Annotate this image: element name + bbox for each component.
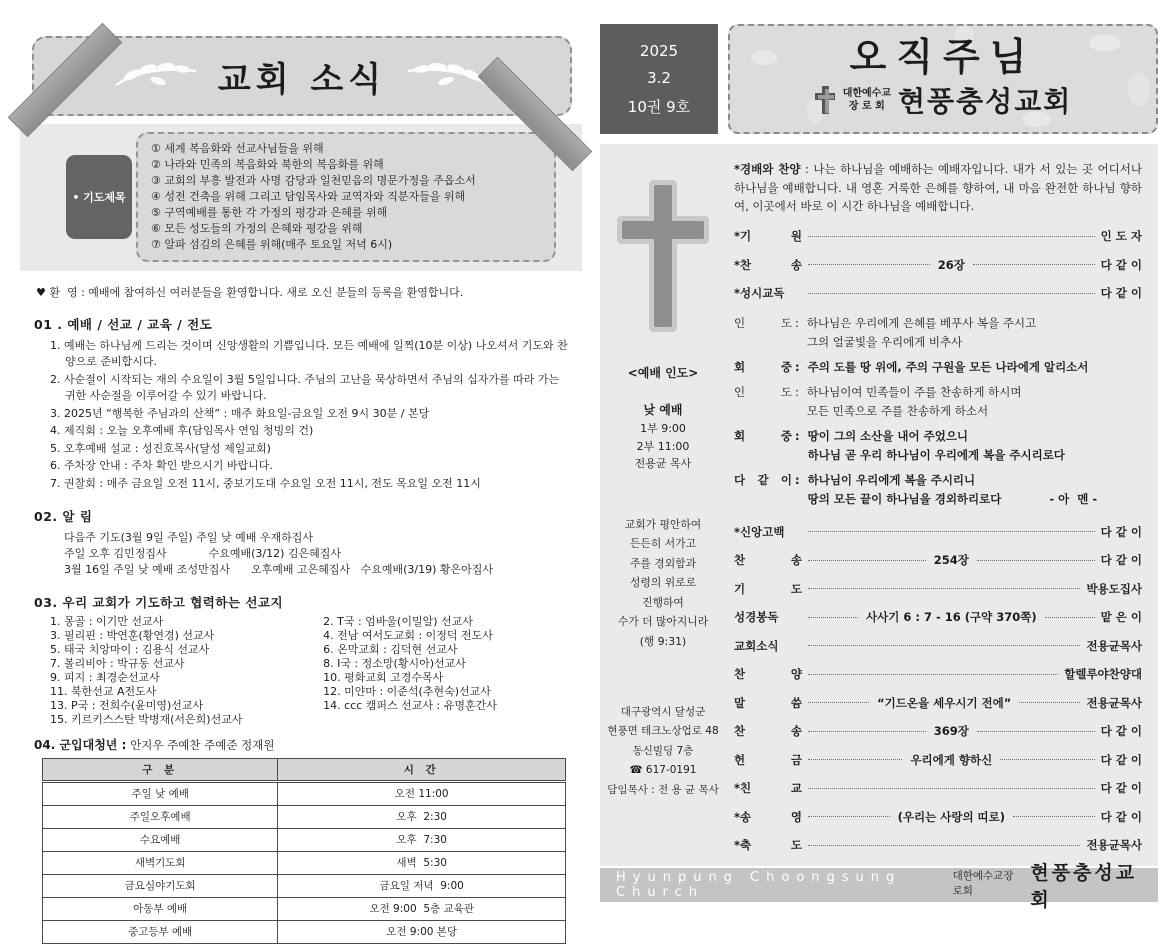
table-header-cell: 구 분	[43, 758, 278, 781]
dotted-leader	[808, 264, 930, 265]
dotted-leader	[808, 674, 1058, 675]
dotted-leader	[808, 788, 1095, 789]
prayer-item: ⑥ 모든 성도들의 가정의 은혜와 평강을 위해	[151, 221, 363, 235]
dotted-leader	[808, 236, 1095, 237]
order-item-label: 성경봉독	[734, 610, 779, 625]
section-title-worship: 01 . 예배 / 선교 / 교육 / 전도	[34, 316, 213, 332]
order-right-text: 인 도 자	[1100, 229, 1142, 244]
bulletin-left-page	[20, 10, 582, 939]
prayer-topics-label: • 기도제목	[66, 155, 132, 239]
order-right-text: 다 같 이	[1100, 286, 1142, 301]
dotted-leader	[808, 731, 926, 732]
mission-item: 7. 볼리비아 : 박규동 선교사	[50, 656, 185, 670]
reading-text: 하나님이여 민족들이 주를 찬송하게 하시며 모든 민족으로 주를 찬송하게 하소서	[806, 384, 1022, 419]
dotted-leader	[808, 617, 858, 618]
order-item-label: 말 씀	[734, 695, 802, 710]
order-center-text: 369장	[933, 724, 969, 739]
address-line: ☎ 617-0191	[629, 764, 697, 777]
order-item-label: 헌 금	[734, 752, 802, 767]
news-banner	[32, 36, 572, 116]
cross-icon	[617, 180, 709, 332]
order-item-label: *기 원	[734, 229, 802, 244]
address-line: 담임목사 : 전 용 균 목사	[607, 783, 719, 796]
table-cell: 중고등부 예배	[43, 920, 278, 943]
order-right-text: 할렐루야찬양대	[1064, 667, 1142, 682]
order-right-text: 전용균목사	[1086, 695, 1143, 710]
service-time-first: 1부 9:00	[640, 422, 686, 436]
dotted-leader	[808, 845, 1080, 846]
order-item-label: *송 영	[734, 809, 802, 824]
dotted-leader	[977, 560, 1095, 561]
order-center-text: (우리는 사랑의 띠로)	[897, 809, 1006, 824]
verse-line: 성령의 위로로	[629, 576, 696, 590]
church-address-block	[607, 703, 719, 800]
reading-text: 하나님은 우리에게 은혜를 베푸사 복을 주시고 그의 얼굴빛을 우리에게 비추사	[806, 315, 1037, 350]
prayer-item: ⑤ 구역예배를 통한 각 가정의 평강과 은혜를 위해	[151, 205, 388, 219]
table-cell: 새벽기도회	[43, 851, 278, 874]
masthead-row	[600, 24, 1158, 134]
church-identity-row	[814, 80, 1073, 120]
order-line	[734, 609, 1142, 625]
order-right-text: 다 같 이	[1100, 724, 1142, 739]
cross-icon	[814, 85, 836, 115]
order-line	[734, 752, 1142, 768]
masthead-title: 오직주님	[849, 34, 1037, 79]
order-line	[734, 723, 1142, 739]
service-name: 낮 예배	[643, 403, 683, 417]
responsive-reading	[734, 314, 1142, 510]
prayer-item: ② 나라와 민족의 복음화와 북한의 복음화를 위해	[151, 157, 384, 171]
church-name: 현풍충성교회	[898, 85, 1073, 119]
order-right-text: 맡 은 이	[1100, 610, 1143, 625]
dotted-leader	[1045, 617, 1095, 618]
mission-item: 9. 피지 : 최경순선교사	[50, 670, 160, 684]
verse-line: 주를 경외함과	[629, 556, 696, 570]
reading-speaker: 인 도	[734, 384, 792, 399]
reading-text: 주의 도를 땅 위에, 주의 구원을 모든 나라에게 알리소서	[807, 359, 1089, 374]
worship-intro-label: *경배와 찬양	[734, 162, 801, 176]
dotted-leader	[977, 731, 1095, 732]
order-line	[734, 809, 1142, 825]
order-right-text: 다 같 이	[1100, 524, 1142, 539]
issue-date: 3.2	[647, 68, 671, 87]
order-of-worship-part2	[734, 524, 1142, 854]
order-item-label: *신앙고백	[734, 524, 785, 539]
issue-year: 2025	[639, 41, 679, 60]
address-line: 동신빌딩 7층	[632, 744, 694, 757]
verse-line: 든든히 서가고	[629, 537, 696, 551]
announcement-list	[64, 530, 582, 578]
issue-box	[600, 24, 718, 134]
prayer-item: ③ 교회의 부흥 발전과 사명 감당과 일천믿음의 명문가정을 주옵소서	[151, 173, 476, 187]
order-right-text: 다 같 이	[1100, 752, 1142, 767]
table-cell: 아동부 예배	[43, 897, 278, 920]
reading-line	[734, 427, 1142, 466]
bulletin-right-page	[600, 10, 1158, 911]
enlisted-youth-line	[34, 736, 582, 753]
worship-leader-title: <예배 인도>	[627, 366, 699, 380]
table-row	[43, 828, 566, 851]
issue-volume: 10권 9호	[627, 97, 691, 116]
reading-speaker: 인 도	[734, 315, 792, 330]
dotted-leader	[808, 588, 1080, 589]
order-line	[734, 695, 1142, 711]
mission-item: 13. P국 : 전희수(윤미영)선교사	[50, 698, 204, 712]
verse-block	[618, 515, 708, 651]
page-title: 교회 소식	[217, 59, 387, 100]
dotted-leader	[973, 264, 1095, 265]
order-item-label: *성시교독	[734, 286, 785, 301]
mission-field-list	[50, 616, 576, 727]
mission-item: 14. ccc 캠퍼스 선교사 : 유명훈간사	[323, 698, 497, 712]
page-footer	[600, 861, 1158, 911]
worship-notice-list	[50, 338, 570, 493]
reading-colon: :	[795, 472, 800, 487]
section-title-enlisted: 04. 군입대청년 :	[34, 737, 127, 752]
table-row	[43, 874, 566, 897]
dotted-leader	[808, 816, 890, 817]
notice-item: 5. 오후예배 설교 : 성진호목사(달성 제일교회)	[50, 441, 271, 455]
mission-item: 3. 필리핀 : 박연훈(황연경) 선교사	[50, 628, 215, 642]
order-center-text: 26장	[937, 257, 965, 272]
order-center-text: 우리에게 향하신	[910, 752, 993, 767]
dotted-leader	[808, 560, 926, 561]
enlisted-names: 안지우 주예찬 주예준 정재원	[130, 737, 275, 752]
mission-item: 10. 평화교회 고경수목사	[323, 670, 444, 684]
prayer-topics-section	[20, 124, 582, 271]
order-right-text: 다 같 이	[1100, 257, 1142, 272]
notice-item: 4. 제직회 : 오늘 오후예배 후(담임목사 연임 청빙의 건)	[50, 424, 314, 438]
table-cell: 오후 2:30	[278, 805, 566, 828]
verse-line: 진행하여	[642, 595, 684, 609]
mission-item: 2. T국 : 엄바울(이밀알) 선교사	[323, 614, 473, 628]
reading-colon: :	[795, 384, 799, 399]
dotted-leader	[808, 531, 1095, 532]
order-right-text: 다 같 이	[1100, 781, 1142, 796]
address-line: 현풍면 테크노상업로 48	[607, 725, 719, 738]
notice-item: 6. 주차장 안내 : 주차 확인 받으시기 바랍니다.	[50, 459, 273, 473]
mission-item: 12. 미얀마 : 이준석(추현숙)선교사	[323, 684, 491, 698]
service-pastor: 전용균 목사	[634, 457, 692, 471]
service-times-section	[42, 758, 566, 944]
dotted-leader	[808, 645, 1080, 646]
table-row	[43, 781, 566, 805]
reading-text: 하나님이 우리에게 복을 주시리니 땅의 모든 끝이 하나님을 경외하리로다 - 아 멘 -	[807, 472, 1098, 507]
notice-item: 2. 사순절이 시작되는 재의 수요일이 3월 5일입니다. 주님의 고난을 묵상하면서 주님의 십자가를 따라 가는 귀한 사순절을 이루어갈 수 있기 바랍니다.	[50, 372, 560, 403]
reading-speaker: 회 중	[734, 428, 792, 443]
table-row	[43, 920, 566, 943]
reading-colon: :	[795, 315, 799, 330]
reading-text: 땅이 그의 소산을 내어 주었으니 하나님 곧 우리 하나님이 우리에게 복을 주시리로다	[807, 428, 1065, 463]
order-line	[734, 552, 1142, 568]
dotted-leader	[808, 759, 902, 760]
address-line: 대구광역시 달성군	[620, 705, 706, 718]
table-cell: 오전 9:00 본당	[278, 920, 566, 943]
reading-speaker: 다 같 이	[734, 472, 792, 487]
order-line	[734, 524, 1142, 540]
order-center-text: “기드온을 세우시기 전에”	[877, 695, 1012, 710]
order-item-label: 찬 송	[734, 553, 802, 568]
service-time-block	[635, 401, 692, 473]
dotted-leader	[1019, 702, 1080, 703]
prayer-item: ① 세계 복음화와 선교사님들을 위해	[151, 142, 324, 155]
order-of-worship-part1	[734, 228, 1142, 301]
order-line	[734, 228, 1142, 244]
table-cell: 주일 낮 예배	[43, 781, 278, 805]
table-cell: 오전 11:00	[278, 781, 566, 805]
welcome-note: ♥ 환 영 : 예배에 참여하신 여러분들을 환영합니다. 새로 오신 분들의 등록을 환영합니다.	[36, 285, 464, 299]
footer-church-name: 현풍충성교회	[1030, 861, 1138, 911]
reading-line	[734, 383, 1142, 422]
reading-colon: :	[795, 428, 800, 443]
order-item-label: *찬 송	[734, 257, 802, 272]
order-line	[734, 285, 1142, 301]
footer-church-identity	[953, 858, 1142, 912]
table-cell: 수요예배	[43, 828, 278, 851]
worship-sidebar	[600, 144, 726, 866]
order-item-label: *축 도	[734, 838, 802, 853]
section-title-missions: 03. 우리 교회가 기도하고 협력하는 선교지	[34, 594, 284, 610]
order-item-label: 기 도	[734, 581, 802, 596]
order-right-text: 전용균목사	[1086, 838, 1142, 853]
table-row	[43, 805, 566, 828]
order-center-text: 254장	[933, 553, 969, 568]
denomination-line: 장 로 회	[848, 101, 885, 113]
reading-line	[734, 358, 1142, 378]
prayer-item: ④ 성전 건축을 위해 그리고 담임목사와 교역자와 직분자들을 위해	[151, 189, 466, 203]
reading-line	[734, 471, 1142, 510]
footer-denomination: 대한예수교장로회	[952, 869, 1014, 897]
mission-item: 6. 온막교회 : 김덕현 선교사	[323, 642, 458, 656]
table-cell: 오전 9:00 5층 교육관	[278, 897, 566, 920]
order-line	[734, 837, 1142, 853]
verse-line: 수가 더 많아지니라	[617, 615, 709, 629]
reading-speaker: 회 중	[734, 359, 792, 374]
table-cell: 금요일 저녁 9:00	[278, 874, 566, 897]
section-title-announcements: 02. 알 림	[34, 509, 93, 525]
announcement-line: 주일 오후 김민정집사 수요예배(3/12) 김은혜집사	[64, 547, 341, 560]
prayer-item: ⑦ 알파 섬김의 은혜를 위해(매주 토요일 저녁 6시)	[151, 237, 393, 251]
order-line	[734, 780, 1142, 796]
order-item-label: 찬 양	[734, 667, 802, 682]
footer-english-name: Hyunpung Choongsung Church	[616, 869, 902, 900]
mission-item: 5. 태국 치앙마이 : 김용식 선교사	[50, 642, 210, 656]
mission-item: 4. 전남 여서도교회 : 이정덕 전도사	[323, 628, 493, 642]
order-center-text: 사사기 6 : 7 - 16 (구약 370쪽)	[866, 610, 1037, 625]
order-right-text: 다 같 이	[1100, 553, 1142, 568]
table-header-cell: 시 간	[278, 758, 566, 781]
denomination-line: 대한예수교	[842, 87, 891, 99]
dotted-leader	[808, 293, 1095, 294]
dotted-leader	[1013, 816, 1095, 817]
worship-intro	[734, 160, 1142, 216]
table-cell: 오후 7:30	[278, 828, 566, 851]
notice-item: 1. 예배는 하나님께 드리는 것이며 신앙생활의 기쁨입니다. 모든 예배에 일찍(10분 이상) 나오셔서 기도와 찬양으로 준비합시다.	[50, 338, 568, 369]
notice-item: 7. 권찰회 : 매주 금요일 오전 11시, 중보기도대 수요일 오전 11시, 전도 목요일 오전 11시	[50, 476, 481, 490]
verse-line: (행 9:31)	[639, 634, 687, 648]
service-time-second: 2부 11:00	[636, 439, 690, 453]
order-item-label: *친 교	[734, 781, 802, 796]
denomination-label	[843, 87, 891, 114]
leaf-vine-icon	[114, 59, 198, 93]
order-right-text: 다 같 이	[1100, 809, 1143, 824]
worship-intro-text: : 나는 하나님을 예배하는 예배자입니다. 내가 서 있는 곳 어디서나 하나님을 예배합니다. 내 영혼 거룩한 은혜를 향하여, 내 마음 완전한 하나님 향하여, 이곳에서 바로 이 시간 하나님을 예배합니다.	[734, 162, 1143, 214]
order-line	[734, 666, 1142, 682]
reading-colon: :	[795, 359, 800, 374]
mission-item: 8. I국 : 정소망(황시아)선교사	[323, 656, 466, 670]
mission-item	[323, 714, 576, 727]
order-right-text: 박용도집사	[1086, 581, 1142, 596]
service-times-table	[42, 758, 566, 944]
table-row	[43, 897, 566, 920]
masthead	[728, 24, 1158, 134]
announcement-line: 다음주 기도(3월 9일 주일) 주일 낮 예배 우재하집사	[64, 531, 313, 545]
table-cell: 주일오후예배	[43, 805, 278, 828]
table-cell: 새벽 5:30	[278, 851, 566, 874]
order-line	[734, 257, 1142, 273]
notice-item: 3. 2025년 “행복한 주님과의 산책” : 매주 화요일-금요일 오전 9시 30분 / 본당	[50, 406, 430, 420]
table-row	[43, 851, 566, 874]
prayer-topics-box	[136, 132, 556, 262]
amen-text: - 아 멘 -	[1049, 492, 1098, 507]
mission-item: 1. 몽골 : 이기만 선교사	[50, 614, 164, 628]
dotted-leader	[808, 702, 869, 703]
mission-item: 15. 키르키스스탄 박병재(서은희)선교사	[50, 712, 243, 726]
reading-line	[734, 314, 1142, 353]
order-right-text: 전용균목사	[1086, 638, 1142, 653]
table-cell: 금요심야기도회	[43, 874, 278, 897]
worship-order-body	[600, 144, 1158, 866]
order-line	[734, 581, 1142, 597]
announcement-line: 3월 16일 주일 낮 예배 조성만집사 오후예배 고은혜집사 수요예배(3/19) 황은아집사	[64, 562, 494, 576]
dotted-leader	[1000, 759, 1094, 760]
verse-line: 교회가 평안하여	[624, 517, 702, 531]
worship-order-column	[726, 144, 1158, 866]
order-line	[734, 638, 1142, 654]
order-item-label: 찬 송	[734, 724, 802, 739]
order-item-label: 교회소식	[734, 638, 779, 653]
mission-item: 11. 북한선교 A전도사	[50, 684, 157, 698]
